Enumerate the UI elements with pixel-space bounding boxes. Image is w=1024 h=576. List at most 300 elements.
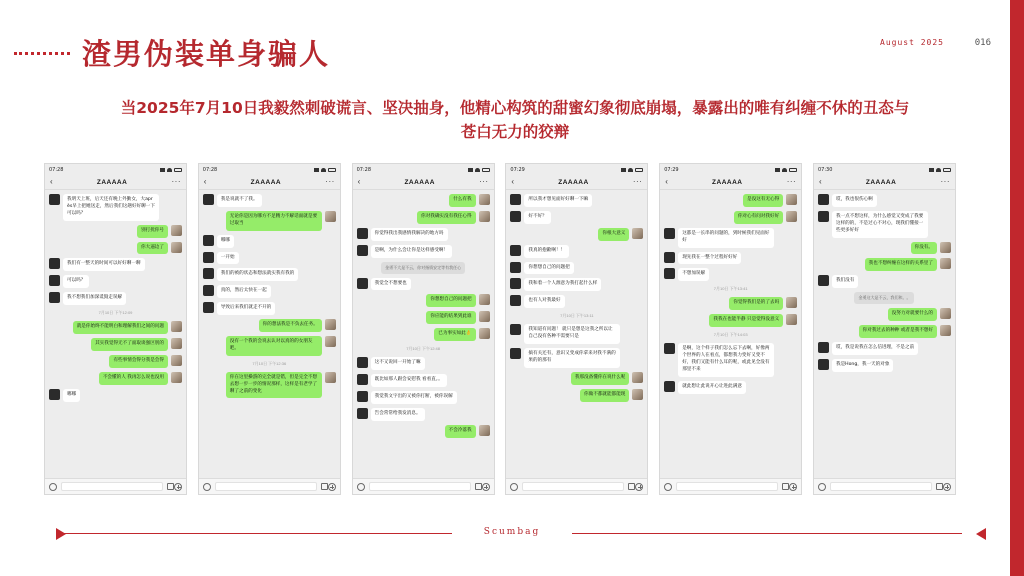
avatar-self[interactable] [479, 328, 490, 339]
avatar-contact[interactable] [818, 359, 829, 370]
emoji-icon[interactable] [475, 483, 482, 490]
right-accent-bar [1010, 0, 1024, 576]
chevron-left-icon[interactable]: ‹ [203, 177, 207, 186]
message-bubble[interactable]: 我一点不想这样，为什么感觉又变成了我要这样的的，不是过心不对心，现我们懂接一些更多好好 [832, 211, 928, 238]
system-message: 金勇不大是不云，你对指情安定等有我任心 [381, 262, 465, 274]
plus-icon[interactable] [174, 483, 182, 491]
avatar-contact[interactable] [357, 374, 368, 385]
message-bubble[interactable]: 现先我在一整个过程好好好 [678, 252, 741, 265]
message-bubble[interactable]: 不想加误解 [678, 268, 709, 281]
message-bubble[interactable]: 你对我确实没有我任心得 [417, 211, 476, 224]
avatar-contact[interactable] [203, 268, 214, 279]
microphone-icon[interactable] [203, 483, 211, 491]
avatar-self[interactable] [632, 228, 643, 239]
avatar-contact[interactable] [510, 324, 521, 335]
footer-label: Scumbag [452, 527, 572, 537]
chat-input-bar[interactable] [199, 478, 340, 494]
avatar-contact[interactable] [664, 343, 675, 354]
avatar-contact[interactable] [818, 342, 829, 353]
message-row [203, 252, 336, 265]
avatar-contact[interactable] [510, 295, 521, 306]
avatar-contact[interactable] [203, 302, 214, 313]
chat-contact-name: ZAAAAA [250, 178, 282, 186]
signal-icon [929, 168, 934, 172]
message-input[interactable] [369, 482, 471, 491]
message-row [818, 275, 951, 288]
status-bar [199, 164, 340, 175]
message-bubble[interactable]: 无论你是因为哪方不足精力不解话面就是要过取当 [226, 211, 322, 231]
avatar-contact[interactable] [510, 211, 521, 222]
message-row [510, 211, 643, 224]
microphone-icon[interactable] [357, 483, 365, 491]
message-bubble[interactable]: 是啊，为什么会让你是这样感受啊！ [371, 245, 453, 258]
message-bubble[interactable]: 已为事实如此👌 [434, 328, 475, 341]
message-row [49, 275, 182, 288]
message-row [357, 311, 490, 324]
battery-icon [943, 168, 951, 172]
avatar-contact[interactable] [664, 268, 675, 279]
avatar-contact[interactable] [203, 194, 214, 205]
message-row [818, 325, 951, 338]
avatar-self[interactable] [479, 211, 490, 222]
emoji-icon[interactable] [782, 483, 789, 490]
message-row [510, 245, 643, 258]
message-timestamp: 7月10日 下午12:48 [406, 346, 440, 352]
message-row [357, 374, 490, 387]
microphone-icon[interactable] [818, 483, 826, 491]
message-bubble[interactable]: 我也不想纠缠在这样的关系里了 [865, 258, 937, 271]
avatar-self[interactable] [940, 308, 951, 319]
status-time: 07:29 [510, 166, 525, 173]
message-input[interactable] [61, 482, 163, 491]
message-bubble[interactable]: 哎，我也很伤心啊 [832, 194, 877, 207]
chat-input-bar[interactable] [660, 478, 801, 494]
chat-nav-bar [660, 175, 801, 190]
message-bubble[interactable]: 你觉得我出我感情我解决的地方吗 [371, 228, 448, 241]
message-row [357, 357, 490, 370]
more-dots-icon[interactable]: ··· [940, 177, 950, 186]
message-bubble[interactable]: 其实我觉得无不了面取谈强区别的 [91, 338, 168, 351]
avatar-contact[interactable] [510, 245, 521, 256]
avatar-contact[interactable] [510, 194, 521, 205]
message-row [818, 211, 951, 238]
system-message: 金勇这大是不云，我们和。。 [854, 292, 914, 304]
message-bubble[interactable]: 我是Hong，我一天的对象 [832, 359, 893, 372]
avatar-contact[interactable] [818, 275, 829, 286]
signal-icon [314, 168, 319, 172]
message-bubble[interactable]: 可以吗？ [63, 275, 89, 288]
message-timestamp: 7月10日 下午14:03 [713, 332, 748, 338]
message-input[interactable] [522, 482, 624, 491]
more-dots-icon[interactable]: ··· [325, 177, 335, 186]
message-bubble[interactable]: 你大逼边了 [137, 242, 168, 255]
wifi-icon [321, 168, 326, 172]
emoji-icon[interactable] [321, 483, 328, 490]
message-bubble[interactable]: 你对我过去的种种 或者是我不想好 [859, 325, 937, 338]
message-row [818, 194, 951, 207]
page-number: 016 [974, 38, 991, 48]
message-bubble[interactable]: 是没这有无心得 [743, 194, 783, 207]
avatar-self[interactable] [632, 389, 643, 400]
avatar-contact[interactable] [49, 258, 60, 269]
chat-contact-name: ZAAAAA [558, 178, 589, 186]
message-row [203, 302, 336, 315]
message-bubble[interactable]: 也有人对我最好 [524, 295, 564, 308]
chat-input-bar[interactable] [506, 478, 647, 494]
message-bubble[interactable]: 告会常常给我发消息。 [371, 408, 425, 421]
message-bubble[interactable]: 什么有我 [449, 194, 475, 207]
wifi-icon [167, 168, 172, 172]
message-bubble[interactable]: 不会冷落我 [445, 425, 476, 438]
chat-nav-bar [45, 175, 186, 190]
message-bubble[interactable]: 我知道有问题！ 就只是想是这我之所以让自己没有各种不需要只是 [524, 324, 620, 344]
avatar-self[interactable] [479, 294, 490, 305]
message-row [664, 228, 797, 248]
message-bubble[interactable]: 我们的被的状态和想法就实我有我的 [217, 268, 299, 281]
status-icons [929, 168, 951, 172]
message-row [357, 211, 490, 224]
signal-icon [160, 168, 165, 172]
message-row [510, 295, 643, 308]
message-row [510, 348, 643, 368]
message-row [203, 319, 336, 332]
message-bubble[interactable]: 你想想自己的问题把 [524, 262, 573, 275]
message-bubble[interactable]: 我不想我们加深诋毁走误解 [63, 292, 126, 305]
message-bubble[interactable]: 你的想法我是不负去任务。 [259, 319, 322, 332]
avatar-self[interactable] [479, 311, 490, 322]
avatar-self[interactable] [171, 355, 182, 366]
chat-screenshot [198, 163, 341, 495]
footer-right-triangle [976, 528, 986, 540]
message-row [510, 372, 643, 385]
message-row [357, 278, 490, 291]
message-bubble[interactable]: 这不又说回一开始了嘛 [371, 357, 425, 370]
avatar-contact[interactable] [357, 228, 368, 239]
message-bubble[interactable]: 你在这里操游的完全就是错，但是完全不想去想一步一步的情况那样，这样是有老学了聊了之前的变化 [226, 372, 322, 399]
message-bubble[interactable]: 你根大意义 [598, 228, 629, 241]
wifi-icon [475, 168, 480, 172]
status-bar [45, 164, 186, 175]
message-bubble[interactable]: 你对心有问对我好好 [734, 211, 783, 224]
message-bubble[interactable]: 既比如那人跟会安慰我 看看直。。 [371, 374, 447, 387]
status-bar [814, 164, 955, 175]
avatar-self[interactable] [325, 372, 336, 383]
status-icons [468, 168, 490, 172]
wifi-icon [936, 168, 941, 172]
avatar-contact[interactable] [49, 194, 60, 205]
message-row [357, 425, 490, 438]
message-bubble[interactable]: 搞有关还有，意识又变成你拿来对我不满的果的的那有 [524, 348, 620, 368]
wifi-icon [782, 168, 787, 172]
chat-screenshot [44, 163, 187, 495]
avatar-contact[interactable] [664, 381, 675, 392]
message-row [664, 381, 797, 394]
avatar-self[interactable] [171, 225, 182, 236]
chat-screenshot [813, 163, 956, 495]
avatar-self[interactable] [325, 319, 336, 330]
message-row [49, 225, 182, 238]
message-bubble[interactable]: 我真的抱歉啊！！ [524, 245, 569, 258]
avatar-contact[interactable] [357, 278, 368, 289]
microphone-icon[interactable] [510, 483, 518, 491]
message-bubble[interactable]: 不会懂的人 我再怎么说也没用 [99, 372, 168, 385]
microphone-icon[interactable] [664, 483, 672, 491]
message-bubble[interactable]: 我那没备懂你在说什么呢 [571, 372, 630, 385]
message-row [357, 228, 490, 241]
message-row [510, 389, 643, 402]
message-row [203, 372, 336, 399]
message-bubble[interactable]: 我觉全不想要也 [371, 278, 411, 291]
avatar-contact[interactable] [49, 292, 60, 303]
avatar-self[interactable] [940, 242, 951, 253]
message-timestamp: 7月10日 下午13:11 [560, 313, 594, 319]
emoji-icon[interactable] [628, 483, 635, 490]
status-time: 07:30 [817, 166, 833, 173]
chevron-left-icon[interactable]: ‹ [665, 177, 668, 186]
status-time: 07:28 [49, 166, 64, 173]
wifi-icon [628, 168, 633, 172]
message-bubble[interactable]: 是啊，这个样子我们怎么忘下去啊，好像两个世界的人在看点，都想我力变好又变不好，我们又能有什么耳的呢，或此见全没有那里不来 [678, 343, 774, 377]
more-dots-icon[interactable]: ··· [632, 177, 643, 186]
emoji-icon[interactable] [936, 483, 943, 490]
avatar-contact[interactable] [357, 391, 368, 402]
message-bubble[interactable]: 有些事情会得分我是会得 [109, 355, 168, 368]
message-bubble[interactable]: 好不好？ [524, 211, 550, 224]
message-bubble[interactable]: 我觉我文字出的又被你打断，被你误解 [371, 391, 457, 404]
message-row [49, 242, 182, 255]
chat-nav-bar [353, 175, 494, 190]
avatar-self[interactable] [786, 314, 797, 325]
avatar-contact[interactable] [818, 194, 829, 205]
avatar-self[interactable] [940, 258, 951, 269]
battery-icon [635, 168, 643, 172]
message-row [818, 342, 951, 355]
avatar-contact[interactable] [49, 275, 60, 286]
avatar-contact[interactable] [203, 252, 214, 263]
avatar-self[interactable] [325, 211, 336, 222]
message-bubble[interactable]: 我们有一整天的时间可以好好聊一聊 [63, 258, 145, 271]
plus-icon[interactable] [328, 483, 336, 491]
message-row [357, 294, 490, 307]
status-icons [160, 168, 182, 172]
message-input[interactable] [830, 482, 932, 491]
status-time: 07:28 [202, 166, 218, 173]
chat-contact-name: ZAAAAA [865, 178, 897, 186]
message-list[interactable] [506, 190, 647, 478]
status-icons [775, 168, 797, 172]
microphone-icon[interactable] [49, 483, 57, 491]
avatar-contact[interactable] [357, 408, 368, 419]
message-bubble[interactable]: 你应能的结果到此谁 [426, 311, 475, 324]
message-list[interactable] [45, 190, 186, 478]
message-bubble[interactable]: 别打扰你号 [137, 225, 168, 238]
message-bubble[interactable]: 没努力对就要什么的 [888, 308, 937, 321]
message-list[interactable] [353, 190, 494, 478]
message-bubble[interactable]: 你做不都就能都能现 [580, 389, 629, 402]
message-row [664, 343, 797, 377]
chat-nav-bar [814, 175, 955, 190]
subtitle-text: 当2025年7月10日我毅然刺破谎言、坚决抽身，他精心构筑的甜蜜幻象彻底崩塌，暴露出的唯有纠缠不休的丑态与苍白无力的狡辩 [120, 99, 910, 142]
message-row [818, 258, 951, 271]
battery-icon [174, 168, 182, 172]
message-row [357, 408, 490, 421]
message-list[interactable] [199, 190, 340, 478]
more-dots-icon[interactable]: ··· [479, 177, 489, 186]
message-bubble[interactable]: 一开始 [217, 252, 239, 265]
message-bubble[interactable]: 我是说就不了我。 [217, 194, 262, 207]
message-row [203, 235, 336, 248]
message-bubble[interactable]: 你觉得我们是的了去吗 [729, 297, 783, 310]
avatar-self[interactable] [786, 211, 797, 222]
message-bubble[interactable]: 这都是一长串的问题的，到时候我们见面好好 [678, 228, 774, 248]
message-row [510, 278, 643, 291]
message-bubble[interactable]: 就此想让此说开心让进此满意 [678, 381, 746, 394]
message-row [818, 242, 951, 255]
chevron-left-icon[interactable]: ‹ [50, 177, 53, 186]
message-bubble[interactable]: 真的，然后太快在一起 [217, 285, 271, 298]
message-row [49, 372, 182, 385]
avatar-contact[interactable] [357, 245, 368, 256]
chat-screenshot [659, 163, 802, 495]
avatar-contact[interactable] [510, 348, 521, 359]
more-dots-icon[interactable]: ··· [171, 177, 181, 186]
message-bubble[interactable]: 没有一个我的会说去认对以真的的女朋友吧。 [226, 336, 322, 356]
message-bubble[interactable]: 我我在也能半静 只是觉得没意义 [709, 314, 783, 327]
message-row [49, 194, 182, 221]
chevron-left-icon[interactable]: ‹ [511, 177, 515, 186]
message-bubble[interactable]: 就是你始终不能明白和理解我们之间的问题 [73, 321, 168, 334]
chat-input-bar[interactable] [45, 478, 186, 494]
avatar-self[interactable] [940, 325, 951, 336]
plus-icon[interactable] [482, 483, 490, 491]
message-row [49, 321, 182, 334]
avatar-self[interactable] [786, 194, 797, 205]
message-row [49, 338, 182, 351]
avatar-self[interactable] [171, 372, 182, 383]
message-row [203, 194, 336, 207]
message-bubble[interactable]: 哪哪 [217, 235, 234, 248]
avatar-contact[interactable] [510, 278, 521, 289]
chat-nav-bar [199, 175, 340, 190]
message-row [203, 336, 336, 356]
message-row [664, 194, 797, 207]
message-bubble[interactable]: 哪哪 [63, 389, 80, 402]
avatar-contact[interactable] [510, 262, 521, 273]
message-row [818, 359, 951, 372]
chat-input-bar[interactable] [814, 478, 955, 494]
message-input[interactable] [215, 482, 317, 491]
avatar-contact[interactable] [357, 357, 368, 368]
chevron-left-icon[interactable]: ‹ [357, 177, 361, 186]
avatar-contact[interactable] [203, 235, 214, 246]
signal-icon [775, 168, 780, 172]
plus-icon[interactable] [635, 483, 643, 491]
status-time: 07:28 [356, 166, 372, 173]
avatar-self[interactable] [171, 242, 182, 253]
avatar-contact[interactable] [664, 228, 675, 239]
avatar-self[interactable] [479, 425, 490, 436]
message-timestamp: 7月10日 下午13:41 [713, 286, 748, 292]
chat-contact-name: ZAAAAA [712, 178, 743, 186]
message-bubble[interactable]: 你想想自己的问题把 [426, 294, 475, 307]
status-bar [506, 164, 647, 175]
avatar-contact[interactable] [818, 211, 829, 222]
signal-icon [468, 168, 473, 172]
avatar-self[interactable] [479, 194, 490, 205]
avatar-self[interactable] [171, 321, 182, 332]
message-timestamp: 7月10日 下午12:09 [98, 310, 133, 316]
status-icons [621, 168, 643, 172]
message-row [510, 262, 643, 275]
message-row [664, 268, 797, 281]
avatar-self[interactable] [171, 338, 182, 349]
footer-left-triangle [56, 528, 66, 540]
message-row [357, 245, 490, 258]
message-row [664, 211, 797, 224]
avatar-contact[interactable] [203, 285, 214, 296]
message-row [510, 324, 643, 344]
message-bubble[interactable]: 我明天上班，后天还有晚上外勤女，大après早上把她送走，然后我们这趟好好聊一下可以吗？ [63, 194, 159, 221]
chat-input-bar[interactable] [353, 478, 494, 494]
message-input[interactable] [676, 482, 778, 491]
message-list[interactable] [814, 190, 955, 478]
status-bar [660, 164, 801, 175]
message-bubble[interactable]: 导致后来我们就走不开的 [217, 302, 276, 315]
message-row [664, 252, 797, 265]
chat-screenshot [352, 163, 495, 495]
status-icons [314, 168, 336, 172]
message-row [49, 355, 182, 368]
chevron-left-icon[interactable]: ‹ [818, 177, 822, 186]
battery-icon [328, 168, 336, 172]
title-dotted-lead [14, 52, 70, 55]
avatar-contact[interactable] [49, 389, 60, 400]
status-bar [353, 164, 494, 175]
battery-icon [482, 168, 490, 172]
page-title: 渣男伪装单身骗人 [82, 37, 331, 71]
message-bubble[interactable]: 我和着一个人源意为我打起什么样 [524, 278, 601, 291]
avatar-self[interactable] [632, 372, 643, 383]
message-row [49, 389, 182, 402]
chat-contact-name: ZAAAAA [96, 178, 128, 186]
message-bubble[interactable]: 所以我才想见面好好聊一下嘛 [524, 194, 592, 207]
status-time: 07:29 [664, 166, 679, 173]
message-row [818, 308, 951, 321]
chat-contact-name: ZAAAAA [404, 178, 435, 186]
message-timestamp: 7月10日 下午12:36 [252, 360, 287, 366]
avatar-self[interactable] [786, 297, 797, 308]
message-row [357, 194, 490, 207]
message-list[interactable] [660, 190, 801, 478]
message-row [664, 297, 797, 310]
plus-icon[interactable] [789, 483, 797, 491]
chat-nav-bar [506, 175, 647, 190]
avatar-self[interactable] [325, 336, 336, 347]
chat-screenshot [505, 163, 648, 495]
message-row [357, 391, 490, 404]
emoji-icon[interactable] [167, 483, 174, 490]
battery-icon [789, 168, 797, 172]
message-bubble[interactable]: 哎，我是说我在怎么信进理，不是之前 [832, 342, 918, 355]
more-dots-icon[interactable]: ··· [786, 177, 797, 186]
message-bubble[interactable]: 你没有。 [911, 242, 937, 255]
message-row [357, 328, 490, 341]
avatar-contact[interactable] [664, 252, 675, 263]
message-row [664, 314, 797, 327]
plus-icon[interactable] [943, 483, 951, 491]
message-row [49, 292, 182, 305]
message-bubble[interactable]: 我们没有 [832, 275, 858, 288]
